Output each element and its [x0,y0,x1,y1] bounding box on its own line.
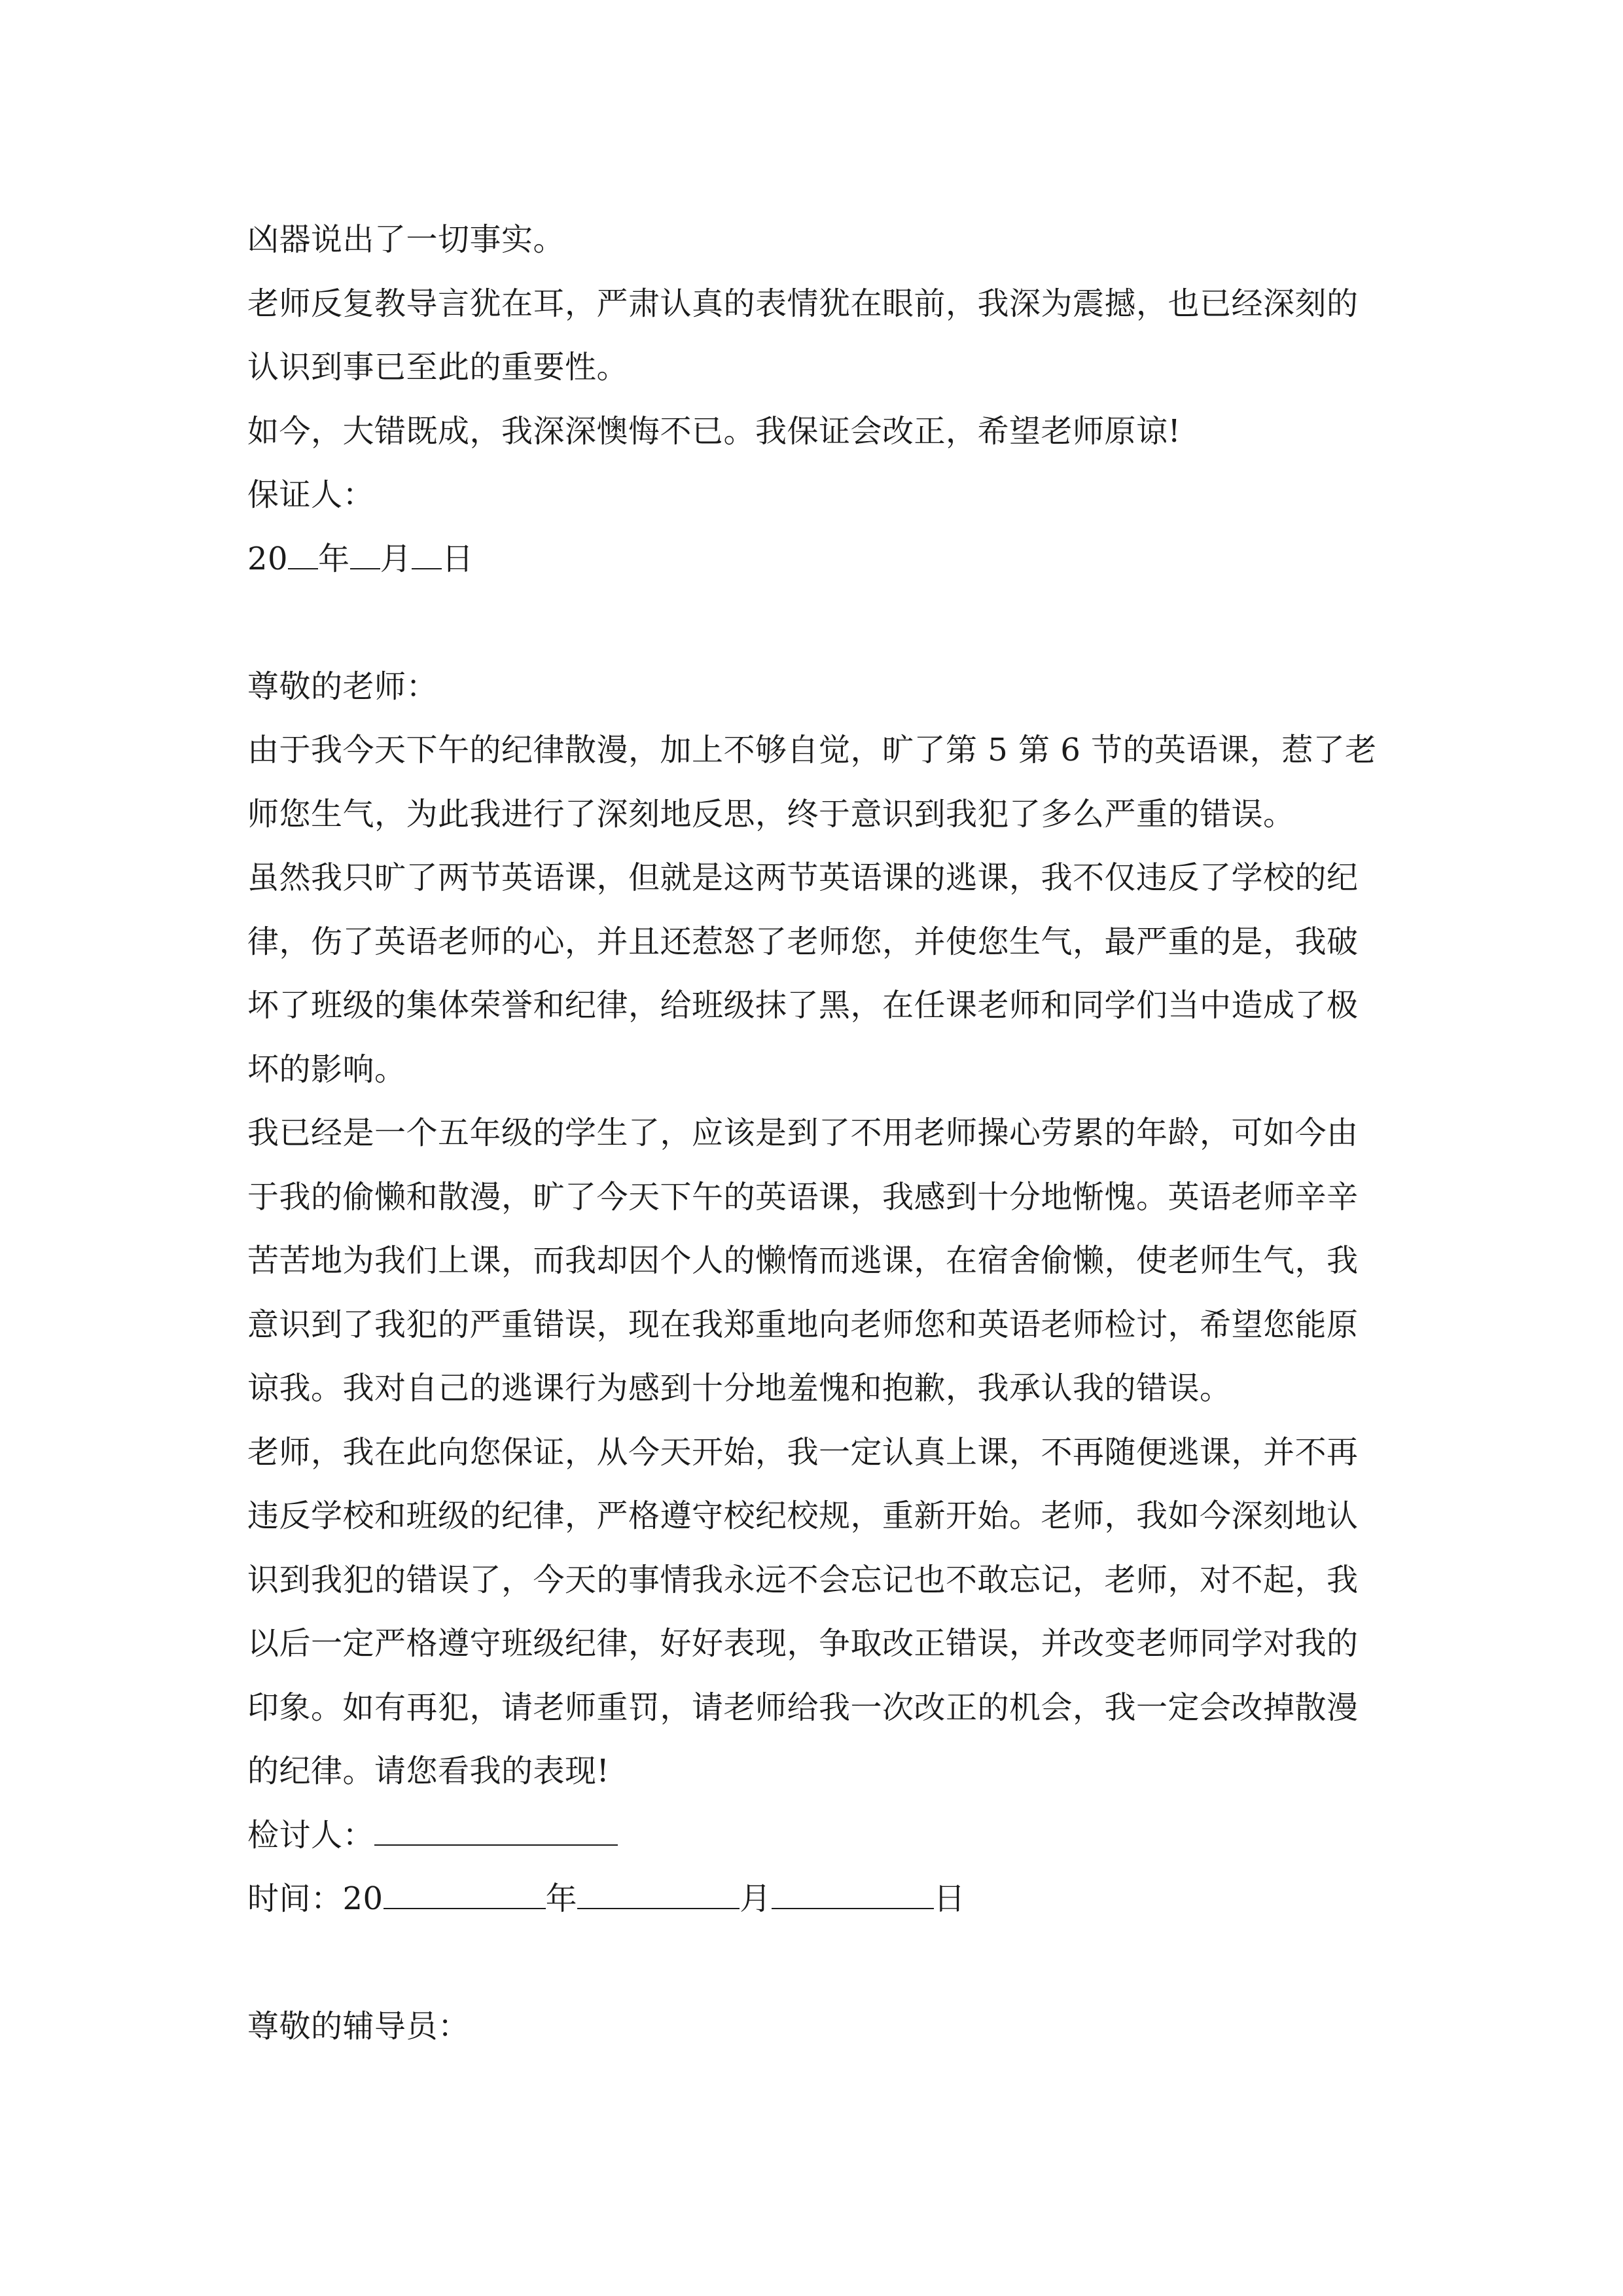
time-year-char: 年 [545,1880,578,1917]
date-day-char: 日 [442,540,474,577]
paragraph-line: 师您生气，为此我进行了深刻地反思，终于意识到我犯了多么严重的错误。 [247,795,1295,833]
salutation-counselor: 尊敬的辅导员： [247,2008,470,2045]
month-blank [577,1879,740,1909]
paragraph-line: 由于我今天下午的纪律散漫，加上不够自觉，旷了第 5 第 6 节的英语课，惹了老 [247,732,1377,768]
paragraph-line: 虽然我只旷了两节英语课，但就是这两节英语课的逃课，我不仅违反了学校的纪 [247,859,1359,896]
document-body [247,208,1380,2059]
paragraph-line: 如今，大错既成，我深深懊悔不已。我保证会改正，希望老师原谅! [247,412,1181,450]
date-prefix: 20 [247,540,289,577]
time-day-char: 日 [933,1880,966,1917]
date-line [247,528,1380,592]
reviewer-label: 检讨人： [247,1816,375,1854]
section-spacer [247,591,1380,655]
paragraph-line: 识到我犯的错误了，今天的事情我永远不会忘记也不敢忘记，老师，对不起，我 [247,1561,1359,1598]
paragraph-line: 于我的偷懒和散漫，旷了今天下午的英语课，我感到十分地惭愧。英语老师辛辛 [247,1178,1359,1215]
date-year-char: 年 [318,540,350,577]
date-month-char: 月 [380,540,412,577]
paragraph-line: 坏了班级的集体荣誉和纪律，给班级抹了黑，在任课老师和同学们当中造成了极 [247,987,1359,1024]
year-blank [288,539,318,569]
paragraph-line: 意识到了我犯的严重错误，现在我郑重地向老师您和英语老师检讨，希望您能原 [247,1306,1359,1343]
time-label: 时间：20 [247,1880,383,1917]
day-blank [412,539,442,569]
reviewer-signature-blank [374,1816,618,1846]
month-blank [350,539,380,569]
time-month-char: 月 [740,1880,772,1917]
salutation-teacher: 尊敬的老师： [247,668,438,705]
paragraph-line: 坏的影响。 [247,1050,406,1088]
reviewer-line [247,1804,1380,1868]
paragraph-line: 我已经是一个五年级的学生了，应该是到了不用老师操心劳累的年龄，可如今由 [247,1115,1359,1151]
paragraph-line: 老师反复教导言犹在耳，严肃认真的表情犹在眼前，我深为震撼，也已经深刻的 [247,285,1359,322]
paragraph-line: 苦苦地为我们上课，而我却因个人的懒惰而逃课，在宿舍偷懒，使老师生气，我 [247,1242,1359,1279]
paragraph-line: 以后一定严格遵守班级纪律，好好表现，争取改正错误，并改变老师同学对我的 [247,1625,1359,1662]
paragraph-line: 凶器说出了一切事实。 [247,221,565,258]
paragraph-line: 老师，我在此向您保证，从今天开始，我一定认真上课，不再随便逃课，并不再 [247,1433,1359,1471]
section-spacer [247,1931,1380,1996]
time-line [247,1867,1380,1931]
paragraph-line: 律，伤了英语老师的心，并且还惹怒了老师您，并使您生气，最严重的是，我破 [247,923,1359,960]
paragraph-line: 的纪律。请您看我的表现! [247,1753,610,1789]
paragraph-line: 谅我。我对自己的逃课行为感到十分地羞愧和抱歉，我承认我的错误。 [247,1370,1232,1407]
day-blank [772,1879,934,1909]
paragraph-line: 印象。如有再犯，请老师重罚，请老师给我一次改正的机会，我一定会改掉散漫 [247,1689,1359,1726]
year-blank [383,1879,546,1909]
guarantor-label: 保证人： [247,476,375,513]
paragraph-line: 违反学校和班级的纪律，严格遵守校纪校规，重新开始。老师，我如今深刻地认 [247,1498,1359,1534]
paragraph-line: 认识到事已至此的重要性。 [247,349,629,386]
